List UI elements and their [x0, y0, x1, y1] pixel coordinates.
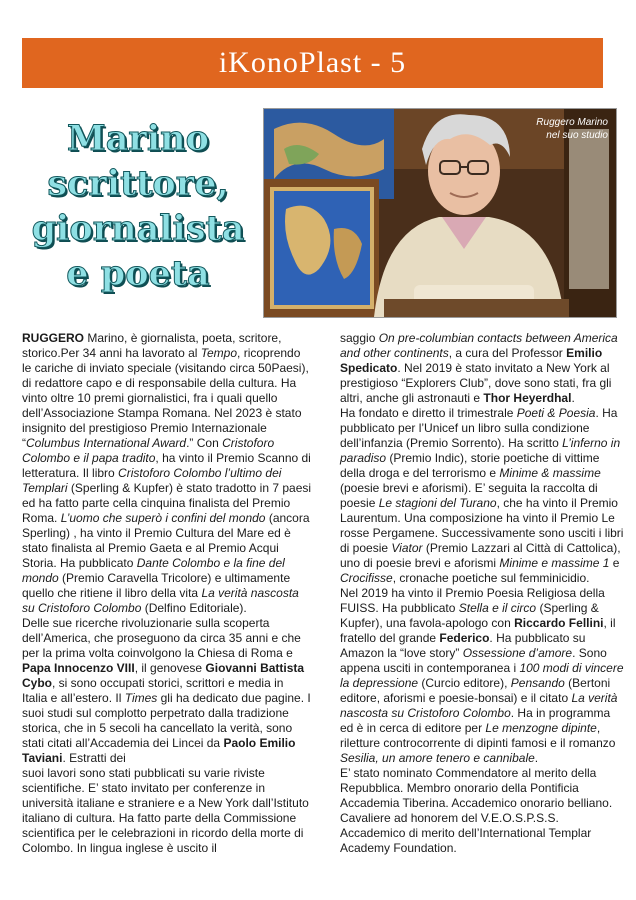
paragraph: suoi lavori sono stati pubblicati su varie riviste scientifiche. E’ stato invitato per conferenze in università italiane e straniere e a New York dall’Istituto italiano di cultura. Ha fatto parte della Commissione scientifica per le celebrazioni in ricordo della morte di Colombo. In lingua inglese è uscito il: [22, 766, 309, 855]
paragraph: Delle sue ricerche rivoluzionarie sulla scoperta dell’America, che proseguono da circa 35 anni e che per la prima volta coinvolgono la Chiesa di Roma e Papa Innocenzo VIII, il genovese Giovanni Battista Cybo, si sono occupati storici, scrittori e media in Italia e all’estero. Il Times gli ha dedicato due pagine. I suoi studi sul complotto perpetrato dalla tradizione storica, che in 5 secoli ha cancellato la verità, sono stati citati all’Accademia dei Lincei da Paolo Emilio Taviani. Estratti dei: [22, 616, 311, 765]
article-column-right: [340, 331, 625, 856]
author-photo: [263, 108, 617, 318]
article-headline: [22, 116, 254, 296]
headline-line: scrittore,: [47, 163, 229, 204]
paragraph: RUGGERO Marino, è giornalista, poeta, scritore, storico.Per 34 anni ha lavorato al Tempo, ricoprendo le cariche di inviato speciale (visitando circa 50Paesi), di redattore capo e di responsabile della cultura. Ha vinto oltre 10 premi giornalistici, fra i quali quello dell’Associazione Stampa Romana. Nel 2023 è stato insignito del prestigioso Premio Internazionale “Columbus International Award.” Con Cristoforo Colombo e il papa tradito, ha vinto il Premio Scanno di letteratura. Il libro Cristoforo Colombo l’ultimo dei Templari (Sperling & Kupfer) è stato tradotto in 7 paesi ed ha fatto parte cella cinquina finalista del Premio Roma. L’uomo che superò i confini del mondo (ancora Sperling) , ha vinto il Premio Cultura del Mare ed è stato finalista al Premio Gaeta e al Premio Acqui Storia. Ha pubblicato Dante Colombo e la fine del mondo (Premio Caravella Tricolore) e ultimamente quello che ritiene il libro della vita La verità nascosta su Cristoforo Colombo (Delfino Editoriale).: [22, 331, 312, 615]
section-banner: iKonoPlast - 5: [22, 38, 603, 88]
paragraph: Ha fondato e diretto il trimestrale Poeti & Poesia. Ha pubblicato per l’Unicef un libro sulla condizione dell’infanzia (Premio Sorrento). Ha scritto L’inferno in paradiso (Premio Indic), storie poetiche di vittime della droga e del terrorismo e Minime & massime (poesie brevi e aforismi). E’ seguita la raccolta di poesie Le stagioni del Turano, che ha vinto il Premio Laurentum. Una composizione ha vinto il Premio Le rosse Pergamene. Successivamente sono usciti i libri di poesie Viator (Premio Lazzari al Città di Cattolica), uno di poesie brevi e aforismi Minime e massime 1 e Crocifisse, cronache poetiche sul femminicidio.: [340, 406, 624, 585]
article-column-left: [22, 331, 312, 856]
headline-line: e poeta: [66, 253, 210, 294]
paragraph: saggio On pre-columbian contacts between America and other continents, a cura del Professor Emilio Spedicato. Nel 2019 è stato invitato a New York al prestigioso “Explorers Club”, dove sono stati, fra gli altri, anche gli astronauti e Thor Heyerdhal.: [340, 331, 618, 405]
headline-line: Marino: [67, 118, 209, 159]
headline-line: giornalista: [31, 208, 245, 249]
photo-caption: Ruggero Marino nel suo studio: [536, 117, 608, 141]
paragraph: Nel 2019 ha vinto il Premio Poesia Religiosa della FUISS. Ha pubblicato Stella e il circo (Sperling & Kupfer), una favola-apologo con Riccardo Fellini, il fratello del grande Federico. Ha pubblicato su Amazon la “love story” Ossessione d’amore. Sono appena usciti in contemporanea i 100 modi di vincere la depressione (Curcio editore), Pensando (Bertoni editore, aforismi e poesie-bonsai) e il citato La verità nascosta su Cristoforo Colombo. Ha in programma ed è in cerca di editore per Le menzogne dipinte, riletture controcorrente di dipinti famosi e il romanzo Sesilia, un amore tenero e cannibale.: [340, 586, 624, 765]
paragraph: Accademico di merito dell’International Templar Academy Foundation.: [340, 826, 592, 855]
paragraph: E’ stato nominato Commendatore al merito della Repubblica. Membro onorario della Pontificia Accademia Tiberina. Accademico onorario belliano. Cavaliere ad honorem del V.E.O.S.P.S.S.: [340, 766, 613, 825]
